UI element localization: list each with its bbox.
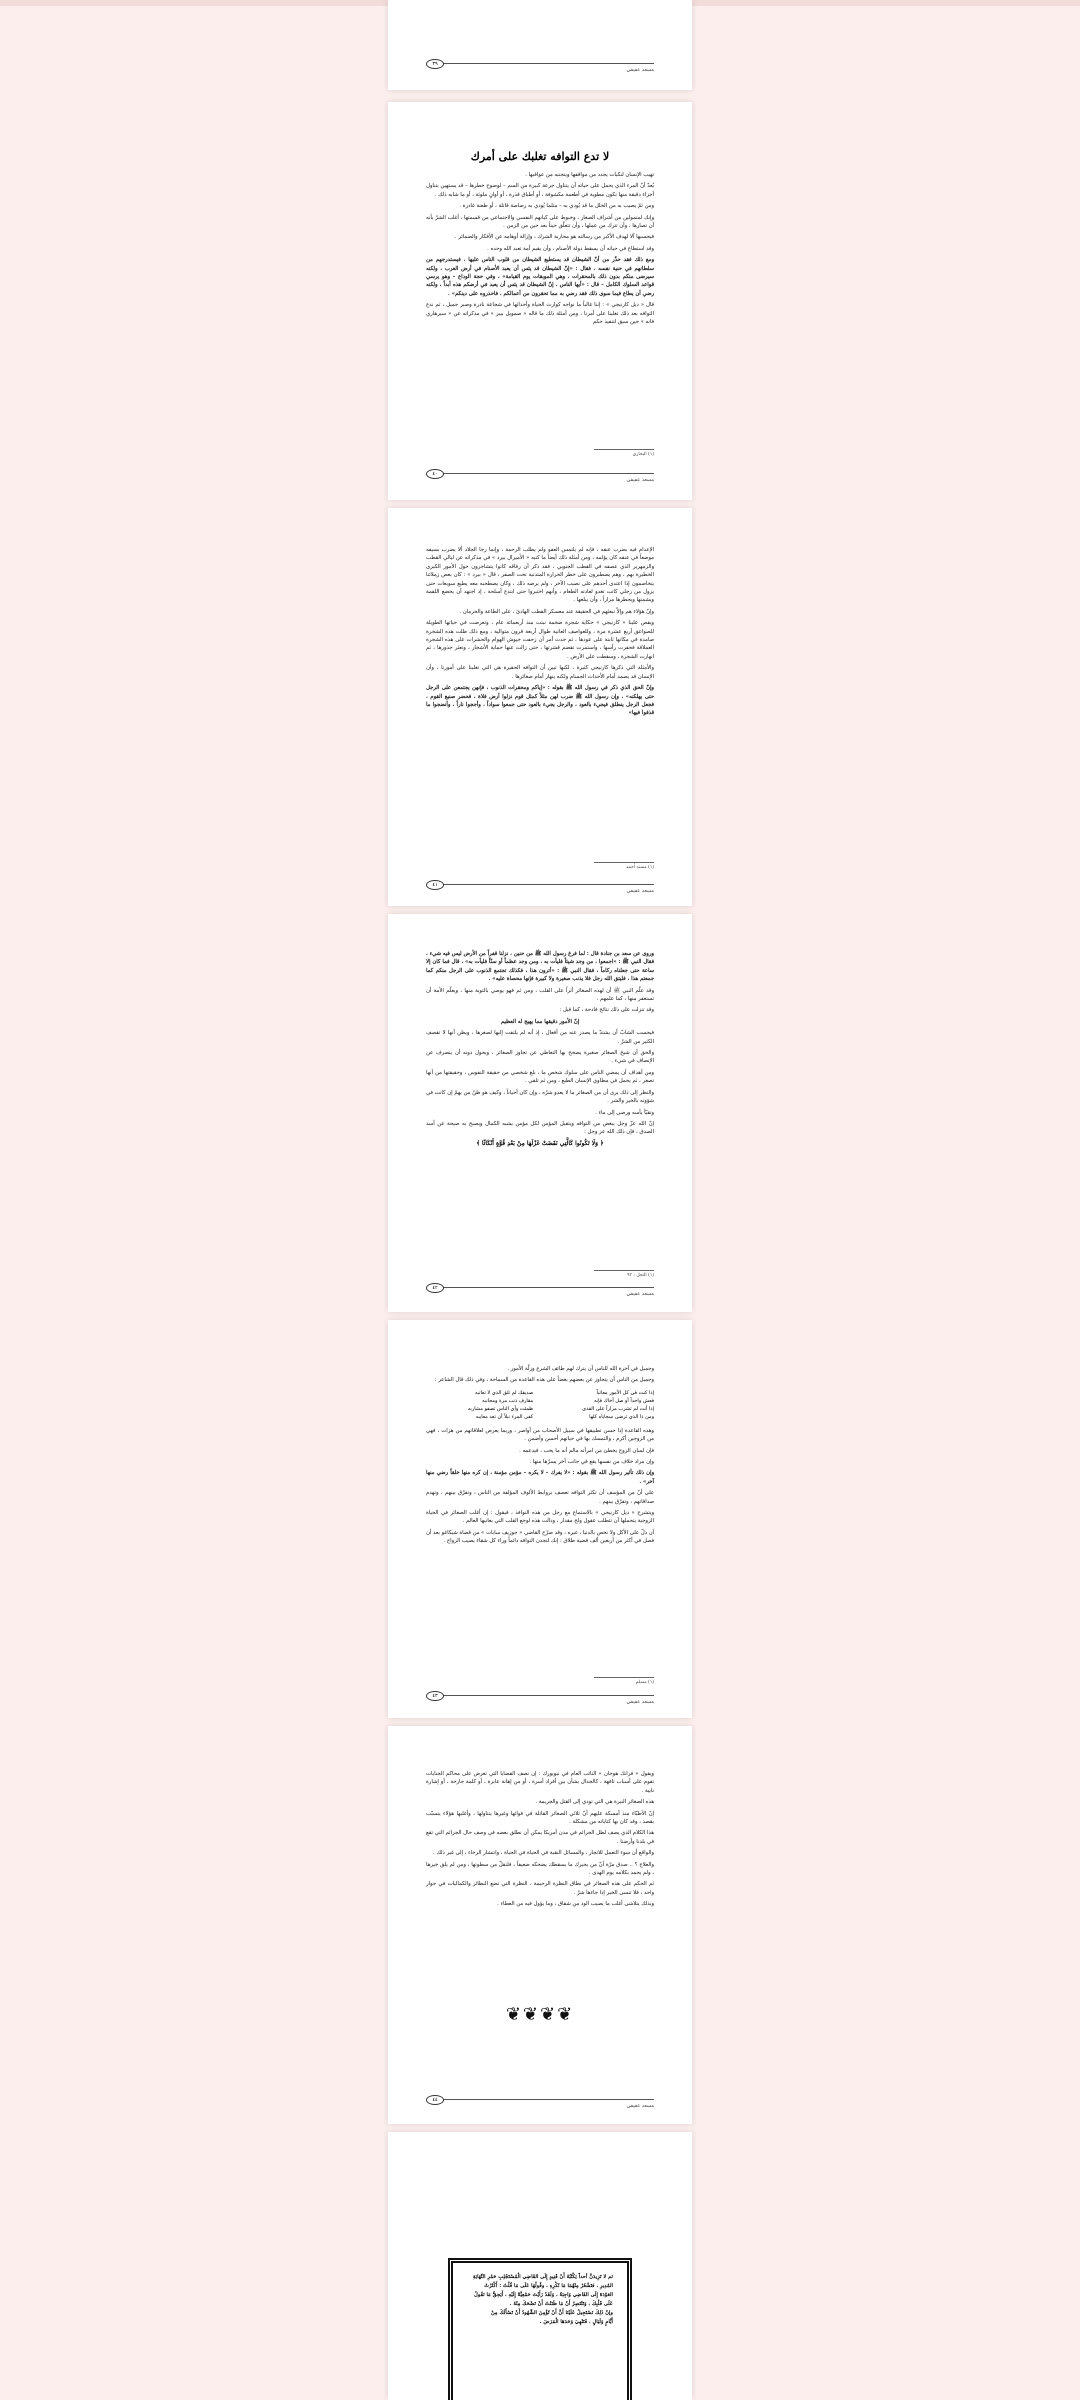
- paragraph: وإن مراد خلاف من نفسها يقع في جانب أخر يسرّها منها .: [529, 1459, 654, 1466]
- paragraph: إنّ الأطبّاء منذ أمسكة عليهم أنّ ثلاثي الصغائر القاتلة في فوائها وغيرها يتناولها ، وأغلبها هؤلاء يتسبّب بقصد ، وقد كان بها كتاباته من مشكلة .: [426, 1810, 654, 1826]
- footer-rule: [440, 1695, 654, 1696]
- running-head: مسعد عفيفي: [626, 67, 654, 73]
- frame-line: المُدِيرِ ، فتَشْعُرُ مِنْهُمَا مَا نُكْرِهِ ، وقُولُهَا عَلَى مَا قُلْتُ : أَكْثَرْتُ: [484, 2283, 613, 2289]
- frame-line: أَيَّامٍ وَلَيَالٍ ، فَتَنْهِيَ وَحَدَهَا الْمَرَضَ .: [539, 2319, 613, 2325]
- footnote: (١) البخاري: [632, 452, 654, 457]
- paragraph: ويتشرح « ديل كارنيجي » بالاستماع مع رجل من هذه النوافذ ، فيقول : إن أغلب الصغائر في الحياة الزوجية يتحملها أن تتطلب عقول ولح مقدار ، ودالت هذه لوجع القلب التي يعانيها العالم .: [426, 1510, 654, 1525]
- footer-rule: [440, 63, 654, 64]
- poem-block: [426, 1389, 654, 1421]
- paragraph: والنظر إلى ذلك يرى أن من الصغائر ما لا يعدو شرّه ، وإن كان أحياناً ، وكيف هو ظنّ من يهمّ إن كانت في شؤونه بالخير والشر .: [426, 1089, 654, 1105]
- poem-line: إذا أنت لم تشرب مراراً على القذى: [582, 1405, 654, 1412]
- ornament-icon: ❦❦❦❦: [505, 2004, 575, 2025]
- frame-line: ثم لا تَزِيدَنَّ أحداً يَكْتُبُهُ أَنْ قَنِيدٍ إِلَى القَاضِي الْمُسْتَجْلِبِ حَمْرِ النِّهَايَةِ: [472, 2274, 613, 2280]
- paragraph: هذا الكلام الذي يصف لطل الجرائم في مدن أمريكا يمكن أن نطلق بعضه في وصف حال الجرائم التي تقع في بلدنا وأرضنا .: [426, 1830, 654, 1845]
- paragraph: يُعدّ أنّ المرء الذي يحمل على حياته أن يتناول جرعة كبيرة من السم – لوضوح خطرها – قد يستهين بتناول أجزاء دقيقة منها تكون مطوية في أطعمة مكشوفة ، أو أطباق قذرة ، أو أوانٍ ملوثة ، أو ما شابه ذلك .: [426, 183, 654, 198]
- paragraph: قال « ديل كارنيجي » : إننا غالباً ما نواجه كوارث الحياة وأحداثها في شجاعة نادرة وصبر جميل ، ثم ندع التوافه بعد ذلك تغلبنا على أمرنا ، ومن أمثلة ذلك ما قاله « صمويل بيبز » في مذكراته عن « سيرهاري فانه » حين سيق لتنفيذ حكم: [426, 302, 654, 326]
- poem-column-left: [426, 1389, 533, 1421]
- paragraph-hadith: وإنّ الحق الذي ذكر في رسول الله ﷺ بقوله : «إياكم ومحقرات الذنوب ، فإنهن يجتمعن على الرجل حتى يهلكنه» ، وإن رسول الله ﷺ ضرب لهن مثلاً كمثل قوم نزلوا أرض فلاة ، فحضر صنيع القوم ، فجعل الرجل ينطلق فيجيء بالعود ، والرجل يجيء بالعود حتى جمعوا سواداً ، وأججوا ناراً ، وأنضجوا ما قذفوا فيها»: [426, 685, 654, 717]
- footnote-rule: [594, 449, 654, 450]
- poem-line: فعش واحداً أو صل أخاك فإنه: [594, 1397, 654, 1404]
- page-number: ٤٣: [426, 1691, 444, 1701]
- framed-text: [467, 2273, 613, 2327]
- paragraph: وقد تنزلت على ذلك نتائج فادحة ، كما قيل :: [559, 1007, 654, 1014]
- paragraph: هذه الصغائر النيرة هي التي تودي إلى القتل والجريمة .: [535, 1799, 654, 1806]
- page-footer: [426, 1692, 654, 1706]
- footnote-rule: [594, 862, 654, 863]
- footnote: (١) مسند أحمد: [626, 865, 654, 870]
- page-number: ٤٠: [426, 469, 444, 479]
- paragraph: وقد علّم النبي ﷺ أن لهذه الصغائر أثراً على القلب ، ومن ثم فهو يوصي بالتوبة منها ، ويعلّم الأمة أن تستغفر منها ، كما علمهم .: [426, 987, 654, 1003]
- footer-rule: [440, 1287, 654, 1288]
- frame-line: عَلَى قَلْبِكَ ، وَتَنْتَصِرُ أَنْ مَا ظَنَنْتُ أَنْ تَضْحَكَ مِنْهُ .: [509, 2301, 613, 2307]
- document-page: [388, 0, 692, 90]
- page-number: ٣٩: [426, 59, 444, 69]
- page-footer: [426, 60, 654, 74]
- footer-rule: [440, 884, 654, 885]
- paragraph: والحق أن شيخ الصغائر صغيرة يصحح بها التعاطي عن تجاوز الصغائر ، ويحول دونه أن ينصرف عن الإنصاف في شيء .: [426, 1050, 654, 1065]
- document-page: [388, 2132, 692, 2400]
- page-footer: [426, 470, 654, 484]
- paragraph: ومن ثمّ يصيب به من الخلل ما قد يُودي به – مثلما يُودي به رصاصة قاتلة ، أو طعنة غادرة .: [459, 203, 654, 210]
- paragraph: ويقص علينا « كارنيجي » حكاية شجرة ضخمة نبتت منذ أربعمائة عام ، وتعرضت في حياتها الطويلة للصواعق أربع عشرة مرة ، وللعواصف العاتية طوال أربعة قرون متوالية ، ومع ذلك ظلت هذه الشجرة صامدة في مكانها ثابتة على عودها ، ثم حدث أمر أن زحفت جيوش الهوام والحشرات على هذه الشجرة العملاقة فحفرت رأسها ، واستمرت تقضم قشرتها ، حتى زالت عنها حماية الأشجار ، وتعثر جذورها ، ثم انهارت الشجرة ، وسقطت على الأرض .: [426, 620, 654, 660]
- document-page: [388, 1726, 692, 2124]
- paragraph: وإنك لمتمولين من أشراف الصغار ، وخبوط على كيانهم النفسي والاجتماعي من قسمتها ، أغلب الشرّ بأنه أن تصارها ، وأن تترك من عملها ، وأن تتعلّق حيناً بعد حين من الزمن .: [426, 214, 654, 230]
- paragraph: وتقيّأ يأسه ورضى إلى ماء .: [595, 1109, 654, 1116]
- paragraph: ثم الحكم على هذه الصغائر في نطاق النظرة الرحيمة ، النظرة التي تضع النظائر والكماليات في جوار واحد ، فلا تنسى الخير إذا جاءها شرّ .: [426, 1881, 654, 1896]
- document-page: [388, 1320, 692, 1718]
- page-body: [426, 950, 654, 1147]
- frame-line: العَوْدَةَ إِلَى القَاضِي وَاجِبَةٌ ، وَلَقَدْ رَأَيْتَ حَمْعِيَّةً إِلَيْهِ ، أَيَحِقُّ مَا نَقُولُ: [474, 2292, 613, 2298]
- footnote-rule: [594, 1677, 654, 1678]
- document-page: [388, 102, 692, 500]
- paragraph: والواقع أن سوء التعمل للاتجار ، والمسائل النقية في الحياة في الحياة ، وانتشار الرخاء ، إلى غير ذلك .: [432, 1850, 654, 1857]
- footer-rule: [440, 473, 654, 474]
- poem-line: مقارف ذنب مرة ومجانبه: [482, 1397, 534, 1404]
- page-number: ٤٤: [426, 2095, 444, 2105]
- quran-verse: ﴿ وَلَا تَكُونُوا كَالَّتِي نَقَضَتْ غَزْلَهَا مِنْ بَعْدِ قُوَّةٍ أَنْكَاثًا ﴾: [476, 1139, 604, 1147]
- paragraph-hadith: وإن ذلك تأثير رسول الله ﷺ بقوله : «لا يفرك – لا يكره – مؤمن مؤمنة ، إن كره منها خلقاً رضي منها آخر» .: [426, 1470, 654, 1485]
- paragraph-hadith: وروى عن سعد بن جنادة قال : لما فرغ رسول الله ﷺ من حنين ، نزلنا قفراً من الأرض ليس فيه شيء ، فقال النبي ﷺ : «اجمعوا ، من وجد شيئاً فليأت به ، ومن وجد عظماً أو سنّاً فليأت به» ، قال فما كان إلا ساعة حتى جعلناه ركاماً ، فقال النبي ﷺ : «أترون هذا ، فكذلك تجتمع الذنوب على الرجل منكم كما جمعتم هذا ، فليتق الله رجل فلا يذنب صغيرة ولا كبيرة فإنها محصاة عليه» .: [426, 951, 654, 983]
- paragraph: وبذلك يتلاشى أغلب ما يصيب الود من شقاق ، وما يؤول فيه من العطاء .: [497, 1901, 654, 1908]
- document-page: [388, 508, 692, 906]
- poem-column-right: [547, 1389, 654, 1421]
- page-footer: [426, 1284, 654, 1298]
- page-body: [426, 546, 654, 721]
- paragraph: وجميل من الناس أن يتجاوز عن بعضهم بعضاً على هذه القاعدة من السماحة ، وفي ذلك قال الشاعر :: [434, 1377, 654, 1384]
- paragraph: تهيب الإنسان لنكبات يجدد من مواقفها ويتجنبه من عواقبها .: [525, 172, 654, 178]
- page-body: [426, 150, 654, 330]
- paragraph: وجميل في آخرة الله للناس أن يترك لهم طائف الشرع وزلّة الأمور .: [507, 1366, 654, 1372]
- paragraph: ومن أهداف أن يمضي الناس على سلوك شخص ما ، بلغ شخصي من حقيقة النفوس ، وحقيقتها من أنها تصغر ، ثم يحمل في مطاوي الإنسان الطبع ، ومن ثم تلقي .: [426, 1069, 654, 1085]
- paragraph: إنّ الله عزّ وجل يبغض من التوافه ويتقبل المؤمن لكل مؤمن يشبه الكمال ويصبح به صيحة عن أسد الصدق ، فإن ذلك الله عز وجل :: [426, 1120, 654, 1136]
- paragraph: وقد استطاع في حياته أن يسقط دولة الأصنام ، وأن يقيم أمة تعبد الله وحده .: [487, 245, 654, 252]
- paragraph: أن دلّ على الأكل ولا نخص بالدنيا ، غيره ، وقد صرّح القاضي « جوزيف سابات » من قضاة شيكاغو بعد أن فصل في أكثر من أربعين ألف قضية طلاق : إنك لتجدن التوافه دائماً وراء كل شقاء يصيب الزواج .: [426, 1529, 654, 1545]
- footnote: (١) مسلم: [635, 1680, 654, 1685]
- poem-line: إذا كنت في كل الأمور معاتباً: [596, 1389, 654, 1396]
- document-page: [388, 914, 692, 1312]
- page-body: [426, 1365, 654, 1549]
- paragraph: الإعدام فيه بضرب عنقه ، فإنه لم يلتمس العفو ولم يطلب الرحمة ، وإنما رجا الجلاد ألا يضرب بسيفه موضعاً في عنقه كان يؤلمه ، ومن أمثلة ذلك أيضاً ما كتبه « الأميرال بيرد » في مذكراته عن ليالي القطب والزمهرير الذي عصفه في القطب الجنوبي ، فقد ذكر أن رفاقه كانوا يتشاجرون حول الأمور الكبرى الخطيرة بهم ، وهم يصطبرون على خطر الحرارة المتدنية تحت الصفر ، قال « بيرد » : كان بعض زملائنا يتخاصمون إذا اعتدى أحدهم على نصيب الآخر ، ولم يرضه ذلك ، وكان يصطحبه معه يطيع سويعات حتى يزول من رجلي كانت تغدو لعادته الطعام ، وأنهم اختبروا حتى ابتدع أسلحة ، إذ اجتهد أن يحضع اللقمة ويشمتها ويحطرها مراراً ، وأن يبلعها .: [426, 547, 654, 604]
- poem-line: كفى المرء نبلاً أن تعد معايبه: [475, 1413, 534, 1420]
- paragraph: وهذه القاعدة إذا حسن تطبيقها في سبيل الأصحاب من أواصر ، وربما يعرض لعلاقاتهم من هزات ، فهي من الزوجين أكرم ، والتمسك بها في حياتهم أحسن وأضمن .: [426, 1427, 654, 1443]
- poem-line: صديقك لم تلق الذي لا تعاتبه: [474, 1389, 534, 1396]
- poem-line: ومن ذا الذي ترضى سجاياه كلها: [589, 1413, 654, 1420]
- running-head: مسعد عفيفي: [626, 888, 654, 894]
- decorative-frame: [448, 2258, 632, 2400]
- footnote: (١) النحل : ٩٢: [627, 1273, 654, 1278]
- frame-line: وإنّ ذَلِكَ نَسْتَجِيلُ عَلَيْنَا أَنَّ أَنْ تُؤْمِنَ الشِّهُودُ أَنْ تَسْأَلَكَ مِنْ: [490, 2310, 613, 2316]
- page-body: [426, 1770, 654, 1912]
- running-head: مسعد عفيفي: [626, 477, 654, 483]
- paragraph: فإن لسان الزوج يخطئ من امرأته مالم أنه ما يحب ، فيدعمه .: [519, 1447, 654, 1454]
- paragraph: والعلاج ؟ .. صدق مرّة أنّ من يحيرك ما يسقطك يضحكه ضعيفاً ، فلنقلّ من سطوتها ، ومن لم يلق خيرها ، ولم يحمد بكلامه يوم الهدى .: [426, 1861, 654, 1877]
- chapter-title: لا تدع التوافه تغلبك على أمرك: [470, 150, 610, 163]
- page-number: ٤٢: [426, 1283, 444, 1293]
- paragraph: فيحسب الشابّ أن يشتدّ ما يصدر عنه من أفعال ، إذ أنه لم يلتفت إليها لصغرها ، ويظن أنها لا تقصف الكثير من الشرّ .: [426, 1030, 654, 1045]
- paragraph: فيحسبها آلا لهدف الأكبر من رسالته هو محاربة الشرك ، وإزالة أوهامه عن الأفكار والضمائر .: [454, 234, 654, 241]
- paragraph: وإنّ هؤلاء هم وإلاّ تبعثهم في الحقيقة عند معسكر القطب الهادئ ، على الطاعة والحرمان .: [459, 608, 654, 615]
- page-footer: [426, 881, 654, 895]
- paragraph-hadith: ومع ذلك فقد حذّر من أنّ الشيطان قد يستطيع الشيطان من قلوب الناس عليها ، فيستدرجهم من سلطانهم في حنية نفسه ، فقال : «إنّ الشيطان قد يئس أن يعبد الأصنام في أرض العرب ، ولكنه سيرضى منكم بدون ذلك بالمحقرات ، وهي الموبقات يوم القيامة» ، وفي حجة الوداع – وهو يرسي قواعد السلوك الكامل – قال : «أيها الناس ، إنّ الشيطان قد يئس أن يعبد في أرضكم هذه أبداً ، ولكنه رضي أن يطاع فيما سوى ذلك فقد رضي به مما تحقرون من أعمالكم ، فاحذروه على دينكم» .: [426, 257, 654, 297]
- running-head: مسعد عفيفي: [626, 1291, 654, 1297]
- verse-line: إنّ الأمور دقيقها مما يهيج له العظيم: [500, 1018, 580, 1025]
- running-head: مسعد عفيفي: [626, 1699, 654, 1705]
- page-number: ٤١: [426, 880, 444, 890]
- footnote-rule: [594, 1270, 654, 1271]
- paragraph: والأمثلة التي ذكرها كارنيجي كثيرة ، لكنها تبين أن التوافه الحقيرة هي التي تغلبنا على أمورنا ، وأن الإنسان قد يصمد أمام الأحداث الجسام ولكنه ينهار أمام صغائرها .: [426, 665, 654, 680]
- poem-line: ظمئت وأي الناس تصفو مشاربه: [467, 1405, 534, 1412]
- paragraph: ويقول « فرانك هوجان » النائب العام في نيويورك : إن نصف القضايا التي تعرض على محاكم الجنايات تقوم على أسباب تافهة ، كالجدال بشأن بين أفراد أسرة ، أو من إهانة عابرة ، أو كلمة جارحة ، أو إشارة نابية .: [426, 1771, 654, 1794]
- page-footer: [426, 2096, 654, 2110]
- running-head: مسعد عفيفي: [626, 2103, 654, 2109]
- footer-rule: [440, 2099, 654, 2100]
- paragraph: على أنّ من المؤسف أن تكثر التوافه تعصف بروابط الألوف المؤلفة من الناس ، وتفرّق بينهم ، وتهدم صداقاتهم ، وتفرّق بينهم .: [426, 1490, 654, 1505]
